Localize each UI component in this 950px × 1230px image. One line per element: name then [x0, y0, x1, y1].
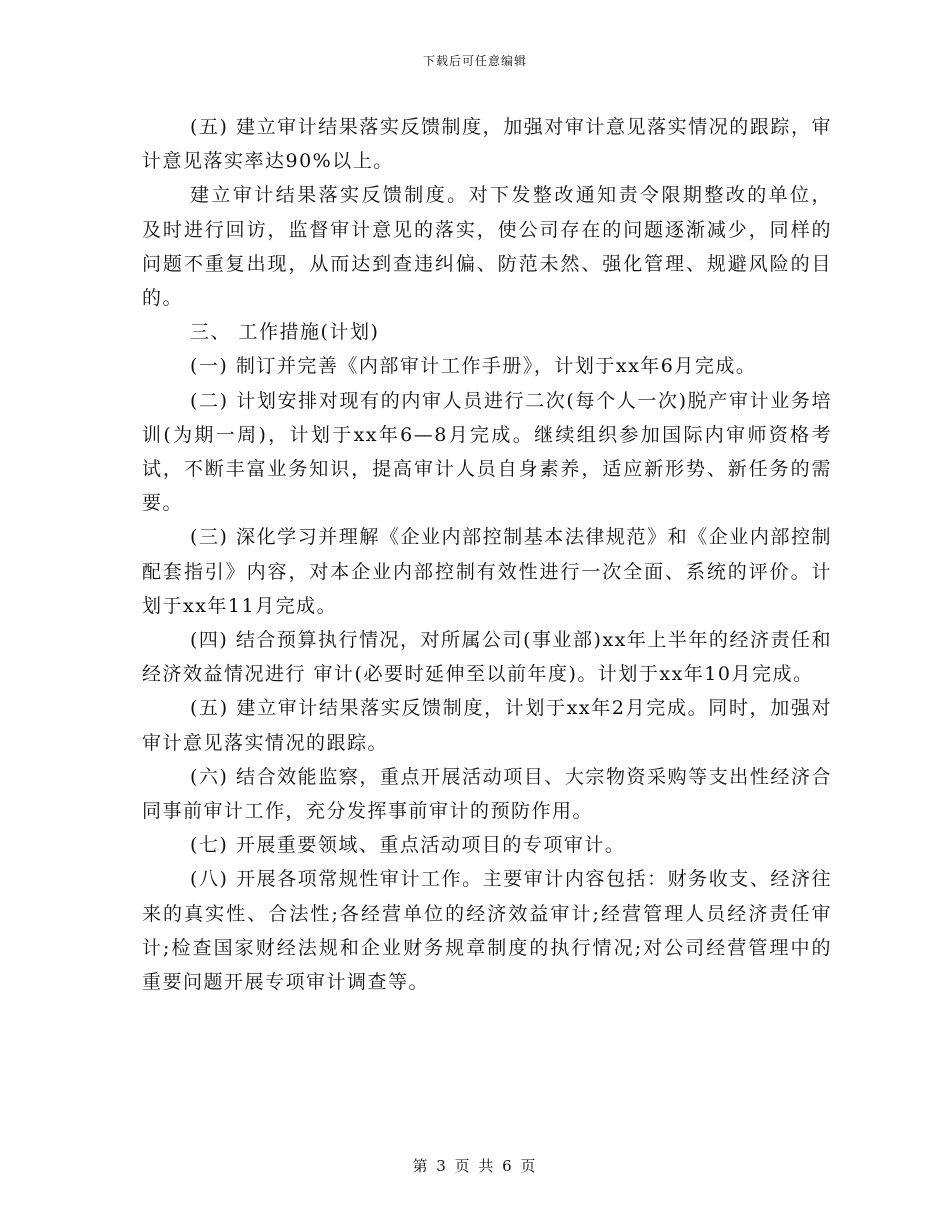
- paragraph-measure-1: (一) 制订并完善《内部审计工作手册》，计划于xx年6月完成。: [190, 355, 757, 378]
- paragraph-measure-2: (二) 计划安排对现有的内审人员进行二次(每个人一次)脱产审计业务培训(为期一周)，计划于xx年6—8月完成。继续组织参加国际内审师资格考试，不断丰富业务知识，提高审计人员自身素养，适应新形势、新任务的需要。: [142, 389, 832, 515]
- paragraph-measure-6: (六) 结合效能监察，重点开展活动项目、大宗物资采购等支出性经济合同事前审计工作，充分发挥事前审计的预防作用。: [142, 765, 832, 823]
- paragraph-1: (五) 建立审计结果落实反馈制度，加强对审计意见落实情况的跟踪，审计意见落实率达90%以上。: [142, 116, 832, 173]
- paragraph-measure-8: (八) 开展各项常规性审计工作。主要审计内容包括：财务收支、经济往来的真实性、合法性;各经营单位的经济效益审计;经营管理人员经济责任审计;检查国家财经法规和企业财务规章制度的执行情况;对公司经营管理中的重要问题开展专项审计调查等。: [142, 868, 832, 994]
- document-body: [142, 110, 832, 999]
- paragraph-2: 建立审计结果落实反馈制度。对下发整改通知责令限期整改的单位， 及时进行回访，监督审计意见的落实，使公司存在的问题逐渐减少，同样的问题不重复出现，从而达到查违纠偏、防范未然、强化管理、规避风险的目的。: [142, 184, 832, 310]
- download-note: 下载后可任意编辑: [422, 54, 527, 68]
- paragraph-measure-5: (五) 建立审计结果落实反馈制度，计划于xx年2月完成。同时，加强对审计意见落实情况的跟踪。: [142, 697, 832, 754]
- paragraph-measure-3: (三) 深化学习并理解《企业内部控制基本法律规范》和《企业内部控制配套指引》内容，对本企业内部控制有效性进行一次全面、系统的评价。计划于xx年11月完成。: [142, 526, 832, 617]
- paragraph-measure-4: (四) 结合预算执行情况，对所属公司(事业部)xx年上半年的经济责任和经济效益情况进行 审计(必要时延伸至以前年度)。计划于xx年10月完成。: [142, 629, 832, 686]
- section-heading: 三、 工作措施(计划): [190, 321, 380, 344]
- page-number: 第 3 页 共 6 页: [412, 1157, 538, 1175]
- paragraph-measure-7: (七) 开展重要领域、重点活动项目的专项审计。: [190, 834, 626, 857]
